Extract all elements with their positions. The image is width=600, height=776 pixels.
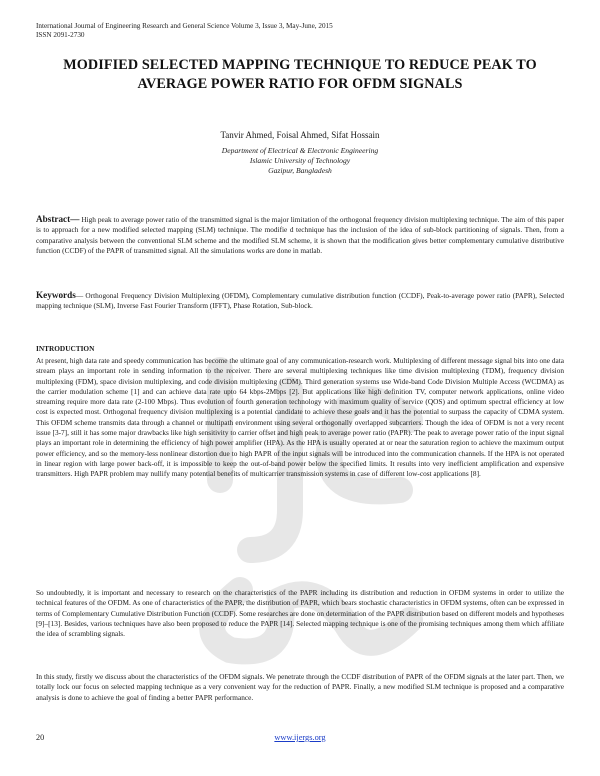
intro-paragraph-2: So undoubtedly, it is important and necessary to research on the characteristics of the PAPR including its distribution and reduction in OFDM systems in order to utilize the technical features of the OFDM. As one of characteristics of the PAPR, the distribution of PAPR, which bears stochastic characteristics in OFDM systems, often can be expressed in terms of Complementary Cumulative Distribution Function (CCDF). Some researches are done on determination of the PAPR distribution based on different models and hypotheses [9]–[13]. Besides, various techniques have also been proposed to reduce the PAPR [14]. Selected mapping technique is one of the promising techniques among them which affiliate the idea of scrambling signals. (36, 588, 564, 639)
intro-heading: INTRODUCTION (36, 344, 95, 353)
department: Department of Electrical & Electronic Engineering (221, 146, 379, 155)
keywords (36, 290, 564, 312)
journal-line: International Journal of Engineering Research and General Science Volume 3, Issue 3, May-June, 2015 (36, 22, 333, 30)
keywords-text: — Orthogonal Frequency Division Multiplexing (OFDM), Complementary cumulative distribution function (CCDF), Peak-to-average power ratio (PAPR), Selected mapping technique (SLM), Inverse Fast Fourier Transform (IFFT), Phase Rotation, Sub-block. (36, 291, 564, 311)
abstract (36, 214, 564, 256)
title-line-1: MODIFIED SELECTED MAPPING TECHNIQUE TO REDUCE PEAK TO (63, 57, 537, 73)
intro-paragraph-1: At present, high data rate and speedy communication has become the ultimate goal of any communication-research work. Multiplexing of different message signal bits into one data stream plays an important role in sending information to the receiver. There are several multiplexing techniques like time division multiplexing (TDM), frequency division multiplexing (FDM), space division multiplexing, and code division multiplexing (CDM). Third generation systems use Wide-band Code Division Multiple Access (WCDMA) as the carrier modulation scheme [1] and can achieve data rate upto 64 kbps-2Mbps [2]. But applications like high definition TV, computer network applications, online video streaming require more data rate (2-100 Mbps). Thus evolution of fourth generation technology with maximum quality of service (QOS) and optimum spectral efficiency at low cost is expected most. Orthogonal frequency division multiplexing is a potential candidate to achieve these goals and it has the potential to surpass the capacity of CDMA system. This OFDM scheme transmits data through a channel or multipath environment using several orthogonally overlapped subcarriers. Though the idea of OFDM is not a very recent issue [3-7], still it has some major drawbacks like high sensitivity to carrier offset and high peak to average power ratio (PAPR). The peak to average power ratio of the input signal plays an important role in determining the efficiency of high power amplifier (HPA). As the HPA is usually operated at or near the saturation region to achieve the maximum output power efficiency, and so the memory-less nonlinear distortion due to high PAPR of the input signals will be introduced into the communication channels. If the HPA is not operated in linear region with large power back-off, it is impossible to keep the out-of-band power below the specified limits. It results into very inefficient amplification and expensive transmitters. High PAPR problem may nullify many potential benefits of multicarrier transmission systems in case of different low-cost applications [8]. (36, 356, 564, 479)
journal-link[interactable]: www.ijergs.org (274, 733, 326, 742)
abstract-text: High peak to average power ratio of the transmitted signal is the major limitation of the orthogonal frequency division multiplexing technique. The aim of this paper is to approach for a new modified selected mapping (SLM) technique. The modifie d technique has the inclusion of the idea of sub-block partitioning of signals. Then, from a comparative analysis between the conventional SLM scheme and the modified SLM scheme, it is shown that the modification gives better complementary cumulative distributive function (CCDF) of the PAPR of transmitted signal. All the simulations works are done in matlab. (36, 215, 565, 255)
paper-title (30, 56, 570, 94)
abstract-label: Abstract— (36, 214, 80, 224)
issn: ISSN 2091-2730 (36, 31, 85, 39)
university: Islamic University of Technology (249, 156, 351, 166)
page-number: 20 (36, 733, 45, 742)
title-line-2: AVERAGE POWER RATIO FOR OFDM SIGNALS (137, 76, 463, 92)
affiliation (0, 146, 600, 177)
authors: Tanvir Ahmed, Foisal Ahmed, Sifat Hossain (220, 130, 380, 140)
journal-header (36, 22, 333, 40)
keywords-label: Keywords (36, 290, 76, 300)
intro-paragraph-3: In this study, firstly we discuss about the characteristics of the OFDM signals. We penetrate through the CCDF distribution of PAPR of the OFDM signals at the later part. Then, we totally lock our focus on selected mapping technique as a very convenient way for the reduction of PAPR. Finally, a new modified SLM technique is proposed and a comparative analysis is done to achieve the goal of finding a better PAPR performance. (36, 672, 564, 702)
city: Gazipur, Bangladesh (268, 166, 332, 176)
